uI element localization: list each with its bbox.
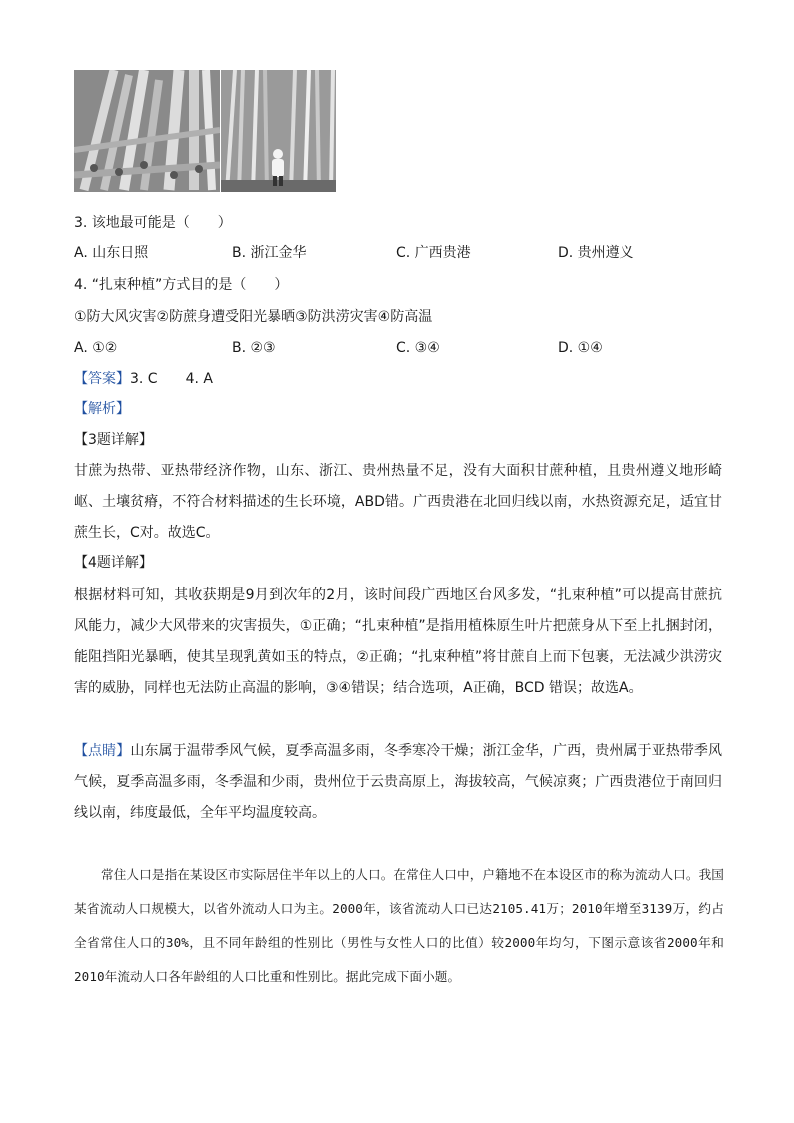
- q3-option-c: C. 广西贵港: [396, 245, 471, 261]
- q4-option-c: C. ③④: [396, 340, 440, 356]
- q4-detail-label: 【4题详解】: [74, 555, 153, 571]
- tip-label: 【点睛】: [74, 743, 131, 759]
- q3-option-d: D. 贵州遵义: [558, 245, 634, 261]
- tip-paragraph: [74, 736, 722, 829]
- q3-option-b: B. 浙江金华: [232, 245, 307, 261]
- material-paragraph: 常住人口是指在某设区市实际居住半年以上的人口。在常住人口中，户籍地不在本设区市的称为流动人口。我国某省流动人口规模大，以省外流动人口为主。2000年，该省流动人口已达2105.41万；2010年增至3139万，约占全省常住人口的30%，且不同年龄组的性别比（男性与女性人口的比值）较2000年均匀，下图示意该省2000年和2010年流动人口各年龄组的人口比重和性别比。据此完成下面小题。: [74, 867, 724, 984]
- answer-line: [74, 369, 213, 389]
- analysis-label: 【解析】: [74, 401, 130, 417]
- sugarcane-field-photo: [221, 70, 336, 192]
- q4-option-a: A. ①②: [74, 340, 118, 356]
- q3-detail-label: 【3题详解】: [74, 432, 153, 448]
- sugarcane-bundles-photo: [74, 70, 220, 192]
- q3-stem: 3. 该地最可能是（ ）: [74, 215, 232, 231]
- q4-option-d: D. ①④: [558, 340, 603, 356]
- tip-text: 山东属于温带季风气候，夏季高温多雨，冬季寒冷干燥；浙江金华，广西，贵州属于亚热带季风气候，夏季高温多雨，冬季温和少雨，贵州位于云贵高原上，海拔较高，气候凉爽；广西贵港位于南回归线以南，纬度最低，全年平均温度较高。: [74, 743, 723, 821]
- q4-option-b: B. ②③: [232, 340, 276, 356]
- answer-label: 【答案】: [74, 371, 130, 387]
- q4-detail-text: 根据材料可知，其收获期是9月到次年的2月，该时间段广西地区台风多发，“扎束种植”可以提高甘蔗抗风能力，减少大风带来的灾害损失，①正确；“扎束种植”是指用植株原生叶片把蔗身从下至上扎捆封闭，能阻挡阳光暴晒，使其呈现乳黄如玉的特点，②正确；“扎束种植”将甘蔗自上而下包裹，无法减少洪涝灾害的威胁，同样也无法防止高温的影响，③④错误；结合选项，A正确，BCD 错误；故选A。: [74, 587, 722, 696]
- q4-statements: ①防大风灾害②防蔗身遭受阳光暴晒③防洪涝灾害④防高温: [74, 309, 433, 325]
- q3-option-a: A. 山东日照: [74, 245, 149, 261]
- q4-stem: 4. “扎束种植”方式目的是（ ）: [74, 277, 289, 293]
- q3-detail-text: 甘蔗为热带、亚热带经济作物，山东、浙江、贵州热量不足，没有大面积甘蔗种植，且贵州遵义地形崎岖、土壤贫瘠，不符合材料描述的生长环境，ABD错。广西贵港在北回归线以南，水热资源充足，适宜甘蔗生长，C对。故选C。: [74, 463, 722, 541]
- photo-strip: [74, 70, 336, 192]
- answer-text: 3. C 4. A: [130, 371, 213, 387]
